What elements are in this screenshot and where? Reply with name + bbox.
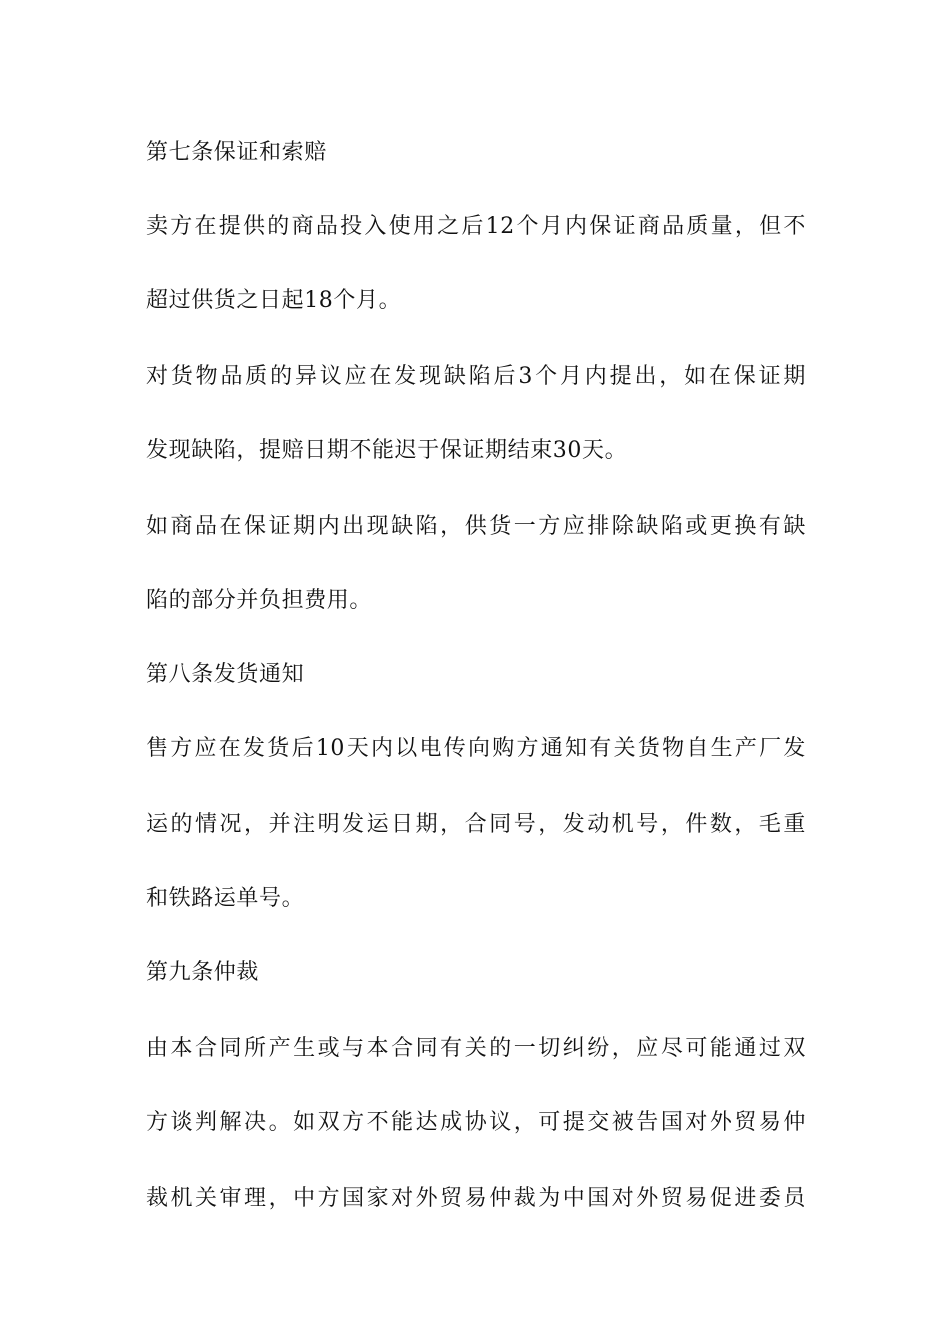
paragraph-line: 售方应在发货后10天内以电传向购方通知有关货物自生产厂发 bbox=[146, 736, 806, 761]
paragraph-line: 和铁路运单号。 bbox=[146, 886, 305, 911]
section-heading-8: 第八条发货通知 bbox=[146, 662, 305, 687]
paragraph-line: 超过供货之日起18个月。 bbox=[146, 288, 402, 313]
paragraph-line: 卖方在提供的商品投入使用之后12个月内保证商品质量，但不 bbox=[146, 214, 806, 239]
section-heading-9: 第九条仲裁 bbox=[146, 960, 260, 985]
paragraph-line: 方谈判解决。如双方不能达成协议，可提交被告国对外贸易仲 bbox=[146, 1110, 806, 1135]
paragraph-line: 对货物品质的异议应在发现缺陷后3个月内提出，如在保证期 bbox=[146, 364, 806, 389]
paragraph-line: 由本合同所产生或与本合同有关的一切纠纷，应尽可能通过双 bbox=[146, 1036, 806, 1061]
paragraph-line: 发现缺陷，提赔日期不能迟于保证期结束30天。 bbox=[146, 438, 628, 463]
paragraph-line: 陷的部分并负担费用。 bbox=[146, 588, 373, 613]
paragraph-line: 裁机关审理，中方国家对外贸易仲裁为中国对外贸易促进委员 bbox=[146, 1186, 806, 1211]
paragraph-line: 如商品在保证期内出现缺陷，供货一方应排除缺陷或更换有缺 bbox=[146, 514, 806, 539]
section-heading-7: 第七条保证和索赔 bbox=[146, 140, 327, 165]
paragraph-line: 运的情况，并注明发运日期，合同号，发动机号，件数，毛重 bbox=[146, 812, 806, 837]
